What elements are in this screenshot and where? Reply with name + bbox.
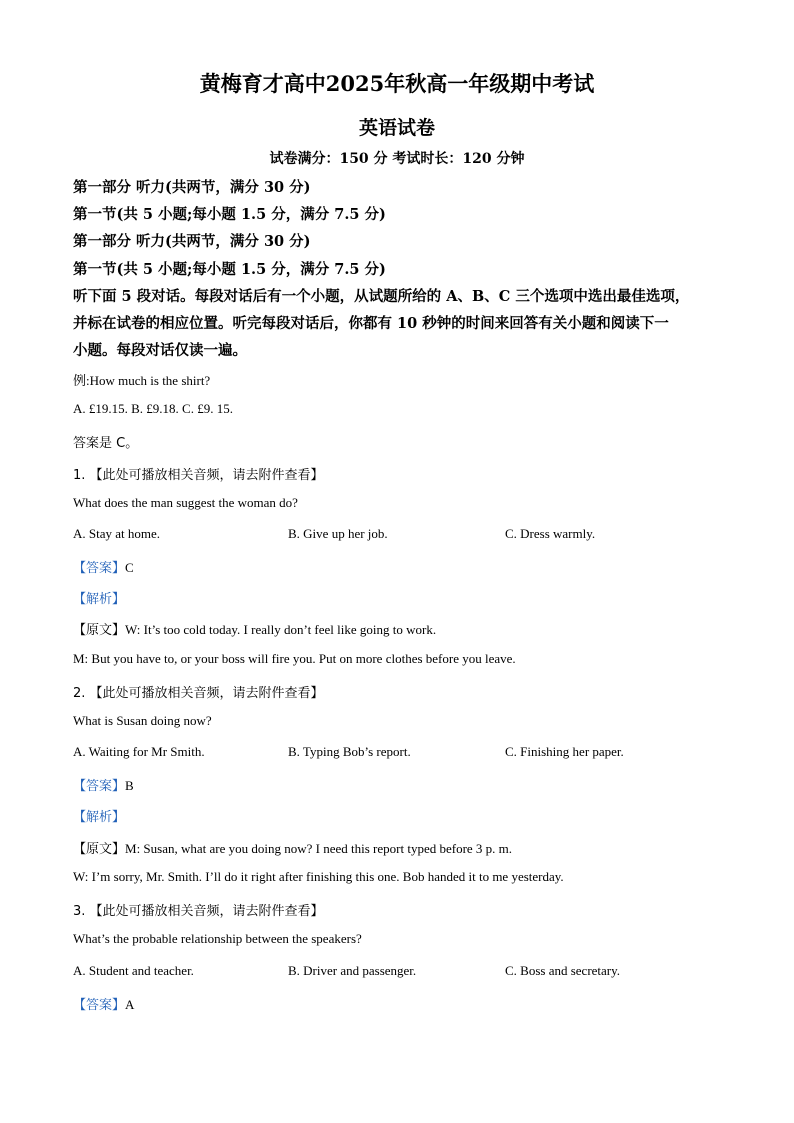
question-number: 1. 【此处可播放相关音频，请去附件查看】 xyxy=(73,468,324,483)
part-heading: 第一部分 听力(共两节，满分 30 分) xyxy=(73,179,311,196)
section-heading: 第一节(共 5 小题;每小题 1.5 分，满分 7.5 分) xyxy=(73,206,386,223)
directions-line: 并标在试卷的相应位置。听完每段对话后，你都有 10 秒钟的时间来回答有关小题和阅读下一 xyxy=(73,315,669,332)
question-number: 3. 【此处可播放相关音频，请去附件查看】 xyxy=(73,904,324,919)
question-text: What does the man suggest the woman do? xyxy=(73,495,298,510)
question-text: What is Susan doing now? xyxy=(73,713,212,728)
transcript-tag: 【原文】 xyxy=(73,623,126,638)
option-b: B. Typing Bob’s report. xyxy=(288,744,411,759)
answer-line xyxy=(73,994,134,1013)
answer-value: A xyxy=(125,997,135,1012)
school-title: 黄梅育才高中2025年秋高一年级期中考试 xyxy=(199,71,595,96)
option-b: B. Driver and passenger. xyxy=(288,963,417,978)
option-c: C. Finishing her paper. xyxy=(505,744,624,759)
answer-line xyxy=(73,775,134,794)
option-a: A. Waiting for Mr Smith. xyxy=(73,744,205,759)
transcript-line xyxy=(73,838,512,857)
example-question: 例:How much is the shirt? xyxy=(73,373,211,388)
option-c: C. Boss and secretary. xyxy=(505,963,621,978)
option-c: C. Dress warmly. xyxy=(505,526,596,541)
exam-info: 试卷满分：150 分 考试时长：120 分钟 xyxy=(269,151,525,167)
question-text: What’s the probable relationship between the speakers? xyxy=(73,931,362,946)
transcript-text: W: It’s too cold today. I really don’t feel like going to work. xyxy=(125,622,437,637)
answer-line xyxy=(73,557,134,576)
transcript-line xyxy=(73,619,436,638)
option-b: B. Give up her job. xyxy=(288,526,388,541)
example-answer: 答案是 C。 xyxy=(73,436,139,451)
analysis-tag: 【解析】 xyxy=(73,592,126,607)
answer-value: C xyxy=(125,560,134,575)
directions-line: 小题。每段对话仅读一遍。 xyxy=(73,342,247,359)
answer-value: B xyxy=(125,778,134,793)
answer-tag: 【答案】 xyxy=(73,779,126,794)
answer-tag: 【答案】 xyxy=(73,561,126,576)
option-a: A. Stay at home. xyxy=(73,526,161,541)
question-number: 2. 【此处可播放相关音频，请去附件查看】 xyxy=(73,686,324,701)
part-heading: 第一部分 听力(共两节，满分 30 分) xyxy=(73,233,311,250)
example-options: A. £19.15. B. £9.18. C. £9. 15. xyxy=(73,401,233,416)
answer-tag: 【答案】 xyxy=(73,998,126,1013)
transcript-text: M: But you have to, or your boss will fire you. Put on more clothes before you leave. xyxy=(73,651,516,666)
analysis-tag: 【解析】 xyxy=(73,810,126,825)
transcript-text: W: I’m sorry, Mr. Smith. I’ll do it right after finishing this one. Bob handed it to me yesterday. xyxy=(73,869,564,884)
directions-line: 听下面 5 段对话。每段对话后有一个小题，从试题所给的 A、B、C 三个选项中选出最佳选项， xyxy=(73,288,690,305)
transcript-text: M: Susan, what are you doing now? I need this report typed before 3 p. m. xyxy=(125,841,513,856)
subject-title: 英语试卷 xyxy=(358,117,435,139)
option-a: A. Student and teacher. xyxy=(73,963,194,978)
transcript-tag: 【原文】 xyxy=(73,842,126,857)
section-heading: 第一节(共 5 小题;每小题 1.5 分，满分 7.5 分) xyxy=(73,261,386,278)
